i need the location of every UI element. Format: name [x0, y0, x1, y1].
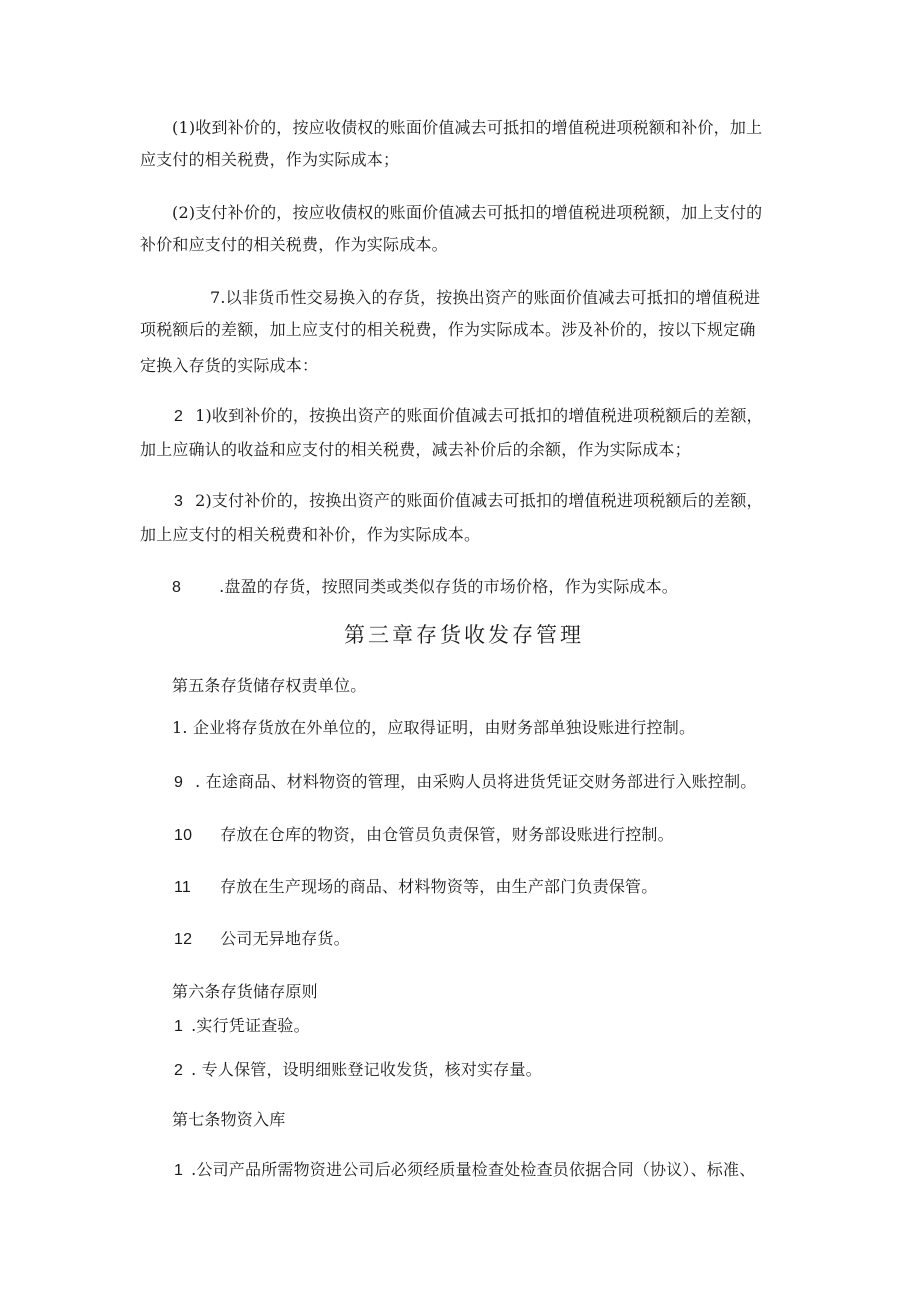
paragraph-line — [174, 406, 763, 427]
chapter-heading: 第三章存货收发存管理 — [344, 623, 584, 647]
list-number: 12 — [174, 931, 193, 948]
list-text: 存放在生产现场的商品、材料物资等，由生产部门负责保管。 — [220, 877, 658, 896]
paragraph-line: (2)支付补价的，按应收债权的账面价值减去可抵扣的增值税进项税额，加上支付的 — [172, 203, 763, 222]
list-number: 3 — [174, 493, 184, 510]
list-number: 1 — [174, 1018, 184, 1035]
paragraph-line: (1)收到补价的，按应收债权的账面价值减去可抵扣的增值税进项税额和补价，加上 — [172, 118, 763, 137]
article-title: 第五条存货储存权责单位。 — [172, 676, 367, 695]
paragraph-line: 加上应支付的相关税费和补价，作为实际成本。 — [140, 525, 481, 544]
list-number: 11 — [174, 879, 192, 896]
list-item — [174, 825, 674, 846]
list-text: .公司产品所需物资进公司后必须经质量检查处检查员依据合同（协议）、标准、 — [191, 1160, 756, 1179]
list-number: 10 — [174, 827, 193, 844]
list-item: 1. 企业将存货放在外单位的，应取得证明，由财务部单独设账进行控制。 — [172, 718, 696, 737]
article-title: 第六条存货储存原则 — [172, 982, 318, 1001]
list-item — [174, 929, 350, 950]
paragraph-line: 定换入存货的实际成本： — [140, 356, 319, 375]
paragraph-line — [172, 577, 678, 598]
list-text: . 在途商品、材料物资的管理，由采购人员将进货凭证交财务部进行入账控制。 — [195, 772, 757, 791]
paragraph-line — [174, 491, 763, 512]
list-text: . 专人保管，设明细账登记收发货，核对实存量。 — [191, 1060, 542, 1079]
list-text: .盘盈的存货，按照同类或类似存货的市场价格，作为实际成本。 — [219, 577, 678, 596]
paragraph-line: 补价和应支付的相关税费，作为实际成本。 — [140, 235, 448, 254]
list-item — [174, 1016, 310, 1037]
paragraph-line: 项税额后的差额，加上应支付的相关税费，作为实际成本。涉及补价的，按以下规定确 — [140, 320, 756, 339]
list-item — [174, 1160, 755, 1181]
paragraph-line: 应支付的相关税费，作为实际成本； — [140, 150, 400, 169]
list-number: 8 — [172, 579, 182, 596]
list-number: 2 — [174, 1062, 184, 1079]
list-number: 9 — [174, 774, 184, 791]
paragraph-line: 7.以非货币性交易换入的存货，按换出资产的账面价值减去可抵扣的增值税进 — [210, 288, 761, 307]
list-item — [174, 1060, 542, 1081]
list-number: 1 — [174, 1162, 184, 1179]
paragraph-line: 加上应确认的收益和应支付的相关税费，减去补价后的余额，作为实际成本； — [140, 440, 691, 459]
list-text: 1)收到补价的，按换出资产的账面价值减去可抵扣的增值税进项税额后的差额， — [195, 406, 763, 425]
list-text: 2)支付补价的，按换出资产的账面价值减去可抵扣的增值税进项税额后的差额， — [195, 491, 763, 510]
list-item — [174, 772, 756, 793]
list-item — [174, 877, 657, 898]
list-number: 2 — [174, 408, 184, 425]
list-text: 公司无异地存货。 — [220, 929, 350, 948]
article-title: 第七条物资入库 — [172, 1110, 286, 1129]
list-text: .实行凭证查验。 — [191, 1016, 310, 1035]
list-text: 存放在仓库的物资，由仓管员负责保管，财务部设账进行控制。 — [220, 825, 674, 844]
